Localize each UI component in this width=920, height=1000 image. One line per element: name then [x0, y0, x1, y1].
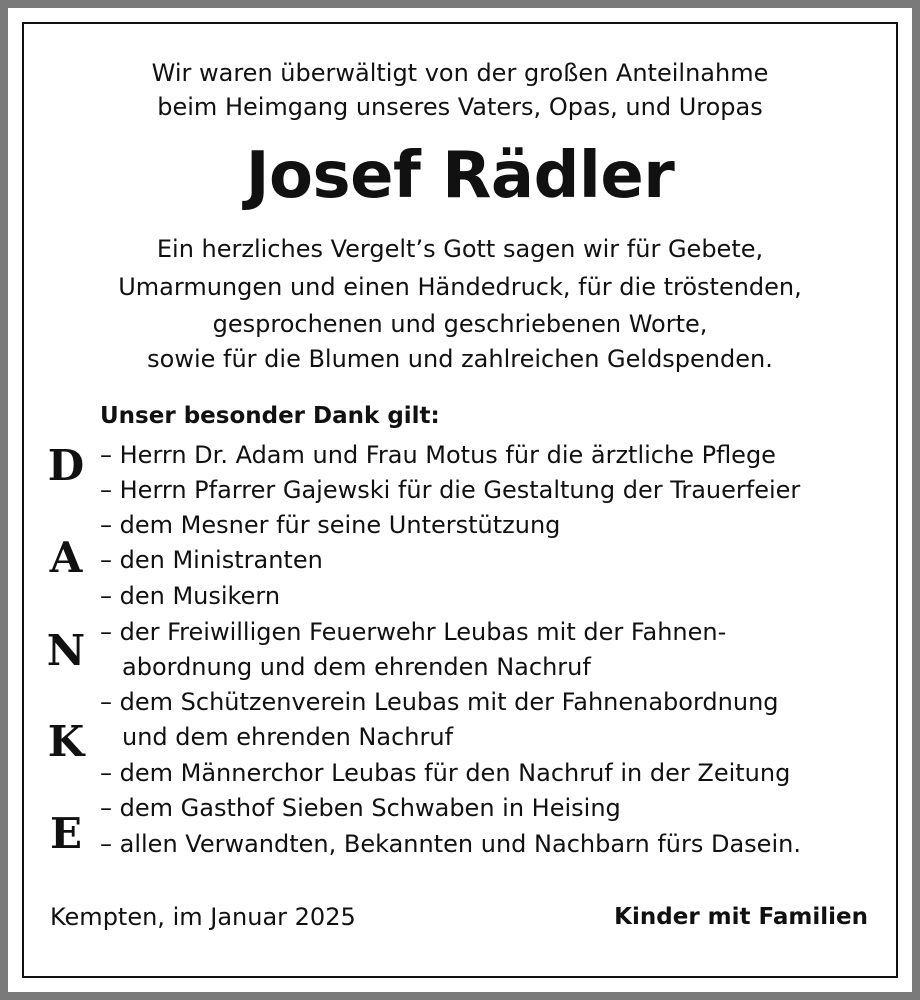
- special-thanks-line: – Herrn Pfarrer Gajewski für die Gestaltung der Trauerfeier: [100, 476, 801, 504]
- thanks-line-4: sowie für die Blumen und zahlreichen Geldspenden.: [147, 345, 773, 373]
- special-thanks-line: – dem Männerchor Leubas für den Nachruf in der Zeitung: [100, 759, 791, 787]
- thanks-line-2: Umarmungen und einen Händedruck, für die tröstenden,: [118, 273, 802, 301]
- special-thanks-line: abordnung und dem ehrenden Nachruf: [122, 653, 591, 681]
- special-thanks-line: – Herrn Dr. Adam und Frau Motus für die ärztliche Pflege: [100, 441, 776, 469]
- special-thanks-line: – dem Schützenverein Leubas mit der Fahnenabordnung: [100, 688, 779, 716]
- danke-letter-a: A: [49, 533, 83, 582]
- special-thanks-line: – dem Mesner für seine Unterstützung: [100, 511, 561, 539]
- special-thanks-line: – dem Gasthof Sieben Schwaben in Heising: [100, 794, 621, 822]
- place-and-date: Kempten, im Januar 2025: [50, 903, 356, 931]
- danke-letter-k: K: [47, 717, 85, 766]
- danke-letter-n: N: [46, 626, 86, 675]
- thanks-line-1: Ein herzliches Vergelt’s Gott sagen wir für Gebete,: [156, 235, 764, 263]
- deceased-name: Josef Rädler: [245, 139, 675, 213]
- intro-line-2: beim Heimgang unseres Vaters, Opas, und Uropas: [157, 93, 763, 121]
- danke-letter-e: E: [49, 809, 82, 858]
- thanks-line-3: gesprochenen und geschriebenen Worte,: [212, 310, 708, 338]
- signature: Kinder mit Familien: [614, 904, 868, 930]
- special-thanks-heading: Unser besonder Dank gilt:: [100, 403, 440, 429]
- intro-line-1: Wir waren überwältigt von der großen Anteilnahme: [151, 59, 769, 87]
- danke-letter-d: D: [47, 441, 85, 490]
- special-thanks-line: – der Freiwilligen Feuerwehr Leubas mit der Fahnen-: [100, 618, 727, 646]
- special-thanks-line: und dem ehrenden Nachruf: [122, 723, 454, 751]
- special-thanks-line: – allen Verwandten, Bekannten und Nachbarn fürs Dasein.: [100, 830, 801, 858]
- special-thanks-line: – den Musikern: [100, 582, 281, 610]
- special-thanks-line: – den Ministranten: [100, 546, 323, 574]
